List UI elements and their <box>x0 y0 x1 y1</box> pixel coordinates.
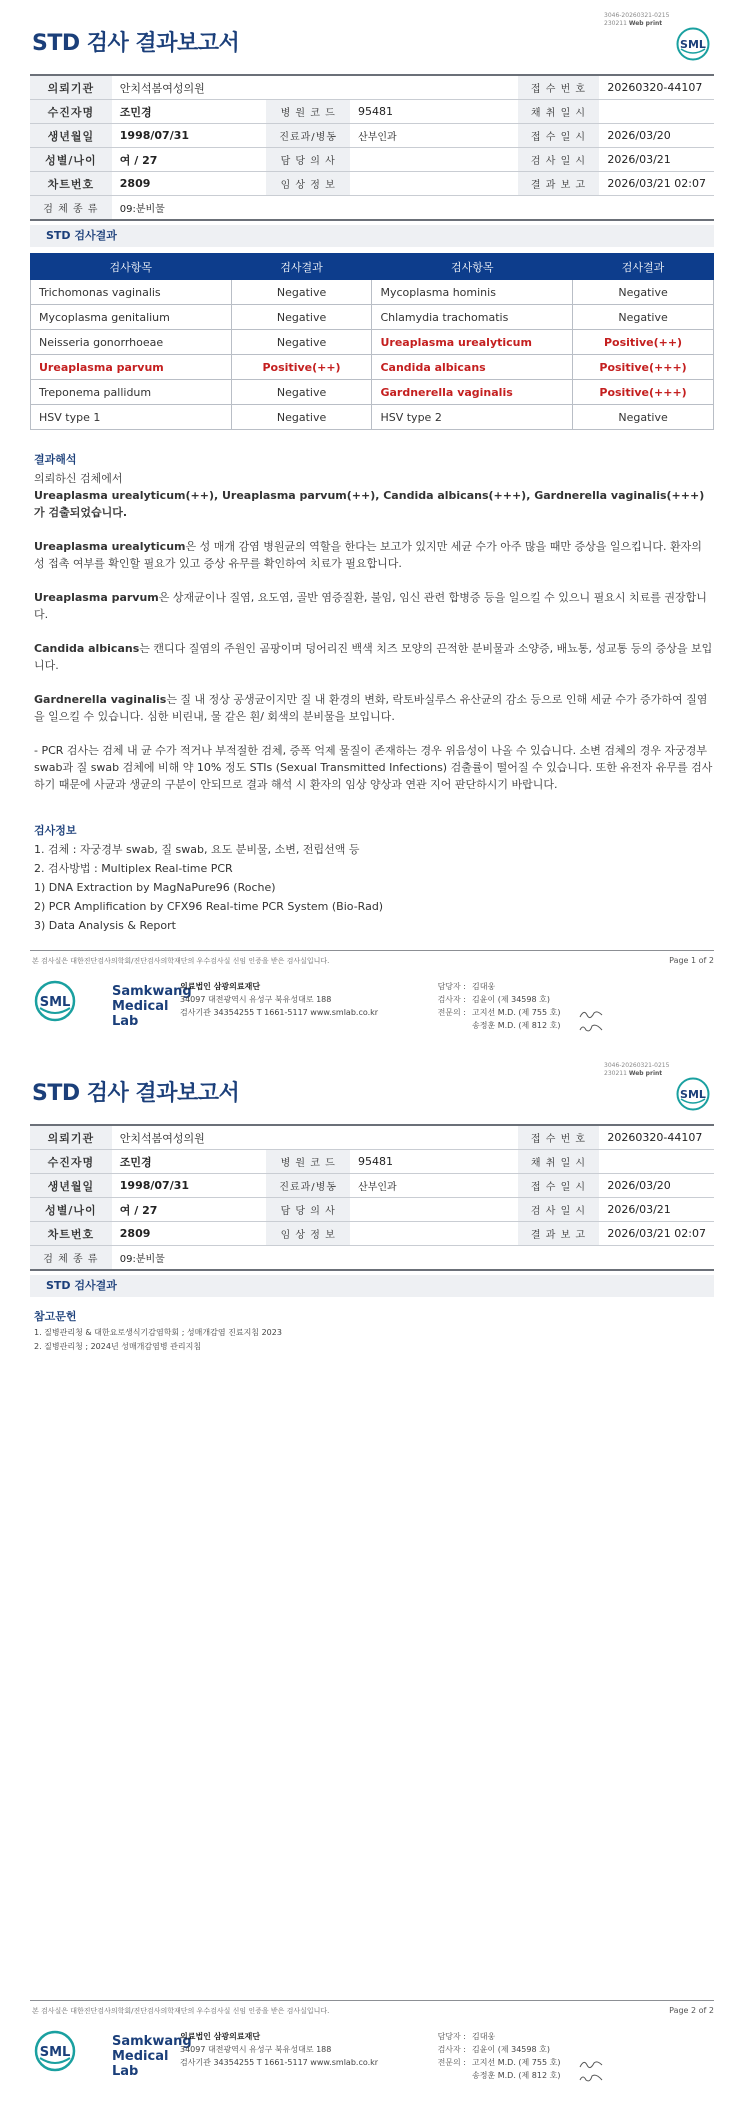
test-info-title: 검사정보 <box>34 824 77 837</box>
clinical-value <box>350 172 518 196</box>
dept-value: 산부인과 <box>350 1174 518 1198</box>
collect-date-label: 채 취 일 시 <box>518 100 600 124</box>
info-row <box>30 1198 714 1222</box>
test-item-cell: Mycoplasma hominis <box>372 280 573 305</box>
specialist-name: 고지선 M.D. (제 755 호) <box>472 1008 561 1017</box>
test-item-cell: Candida albicans <box>372 355 573 380</box>
doctor-value <box>350 1198 518 1222</box>
std-results-table <box>30 253 714 430</box>
collect-date-value <box>599 1150 714 1174</box>
sex-age-value: 여 / 27 <box>112 148 267 172</box>
hospital-code-value: 95481 <box>350 100 518 124</box>
specialist-name: 송정훈 M.D. (제 812 호) <box>472 2071 561 2080</box>
col-header-result: 검사결과 <box>573 254 714 280</box>
dob-label: 생년월일 <box>30 1174 112 1198</box>
page-number: Page 1 of 2 <box>669 956 714 965</box>
interpretation-body <box>34 470 714 793</box>
test-result-cell: Negative <box>573 305 714 330</box>
organism-description: 은 성 매개 감염 병원균의 역할을 한다는 보고가 있지만 세균 수가 아주 많을 때만 증상을 일으킵니다. 환자의 성 접촉 여부를 확인할 필요가 있고 증상 유무를 확인하여 치료가 필요합니다. <box>34 540 702 570</box>
footer-divider <box>30 2000 714 2001</box>
info-row <box>30 172 714 196</box>
test-result-cell: Negative <box>231 330 372 355</box>
results-row <box>31 405 714 430</box>
receipt-no-value: 20260320-44107 <box>599 75 714 100</box>
test-item-cell: HSV type 2 <box>372 405 573 430</box>
receipt-no-label: 접 수 번 호 <box>518 1125 600 1150</box>
foundation-address: 34097 대전광역시 유성구 북유성대로 188 <box>180 2045 332 2054</box>
test-item-cell: HSV type 1 <box>31 405 232 430</box>
dept-label: 진료과/병동 <box>266 1174 350 1198</box>
test-info-line: 2) PCR Amplification by CFX96 Real-time PCR System (Bio-Rad) <box>34 900 384 913</box>
collect-date-label: 채 취 일 시 <box>518 1150 600 1174</box>
web-print-label: Web print <box>628 1070 663 1077</box>
test-item-cell: Ureaplasma parvum <box>31 355 232 380</box>
print-code-line2: 230211 <box>604 20 627 27</box>
recipient-label: 수진자명 <box>30 100 112 124</box>
info-row <box>30 1125 714 1150</box>
std-results-section-title: STD 검사결과 <box>30 1275 714 1297</box>
receipt-date-value: 2026/03/20 <box>599 1174 714 1198</box>
info-row <box>30 75 714 100</box>
results-row <box>31 355 714 380</box>
print-code-line2: 230211 <box>604 1070 627 1077</box>
foundation-name: 의료법인 삼광의료재단 <box>180 982 261 991</box>
organism-name: Gardnerella vaginalis <box>34 693 167 706</box>
manager-label: 담당자 : <box>437 982 466 991</box>
test-result-cell: Negative <box>573 280 714 305</box>
interpretation-title: 결과해석 <box>34 453 77 466</box>
hospital-code-value: 95481 <box>350 1150 518 1174</box>
specialist-label: 전문의 : <box>437 2058 466 2067</box>
sex-age-label: 성별/나이 <box>30 148 112 172</box>
test-item-cell: Gardnerella vaginalis <box>372 380 573 405</box>
page-number: Page 2 of 2 <box>669 2006 714 2015</box>
tester-label: 검사자 : <box>437 995 466 1004</box>
chart-value: 2809 <box>112 1222 267 1246</box>
report-date-value: 2026/03/21 02:07 <box>599 1222 714 1246</box>
receipt-no-label: 접 수 번 호 <box>518 75 600 100</box>
references-list <box>34 1326 282 1354</box>
results-header-row <box>31 254 714 280</box>
recipient-value: 조민경 <box>112 1150 267 1174</box>
test-info-line: 2. 검사방법 : Multiplex Real-time PCR <box>34 862 233 875</box>
collect-date-value <box>599 100 714 124</box>
chart-label: 차트번호 <box>30 1222 112 1246</box>
chart-value: 2809 <box>112 172 267 196</box>
receipt-no-value: 20260320-44107 <box>599 1125 714 1150</box>
foundation-name: 의료법인 삼광의료재단 <box>180 2032 261 2041</box>
sex-age-value: 여 / 27 <box>112 1198 267 1222</box>
sml-logo-icon <box>676 1077 710 1111</box>
specialist-name: 송정훈 M.D. (제 812 호) <box>472 1021 561 1030</box>
clinical-label: 임 상 정 보 <box>266 1222 350 1246</box>
report-date-label: 결 과 보 고 <box>518 1222 600 1246</box>
institution-value: 안치석봄여성의원 <box>112 1125 518 1150</box>
interpretation-up <box>34 589 714 623</box>
foundation-info <box>180 2030 378 2069</box>
clinical-label: 임 상 정 보 <box>266 172 350 196</box>
test-result-cell: Negative <box>231 305 372 330</box>
brand-name-line2: Medical Lab <box>112 2049 169 2079</box>
test-item-cell: Neisseria gonorrhoeae <box>31 330 232 355</box>
test-result-cell: Positive(+++) <box>573 355 714 380</box>
info-row <box>30 148 714 172</box>
recipient-value: 조민경 <box>112 100 267 124</box>
sml-logo-text: SML <box>39 995 71 1010</box>
interpretation-intro: 의뢰하신 검체에서 <box>34 472 123 485</box>
test-date-value: 2026/03/21 <box>599 148 714 172</box>
sml-logo-icon <box>34 2030 76 2072</box>
patient-info-table <box>30 74 714 221</box>
report-title: STD 검사 결과보고서 <box>32 1081 240 1106</box>
certification-note: 본 검사실은 대한진단검사의학회/진단검사의학재단의 우수검사실 신임 인증을 받은 검사실입니다. <box>32 2007 330 2015</box>
reference-item: 2. 질병관리청 ; 2024년 성매개감염병 관리지침 <box>34 1342 202 1351</box>
certification-note: 본 검사실은 대한진단검사의학회/진단검사의학재단의 우수검사실 신임 인증을 받은 검사실입니다. <box>32 957 330 965</box>
report-page-2 <box>0 1050 744 2104</box>
staff-info <box>428 980 560 1032</box>
specimen-value: 09:분비물 <box>112 1246 714 1271</box>
dob-value: 1998/07/31 <box>112 1174 267 1198</box>
specimen-value: 09:분비물 <box>112 196 714 221</box>
sml-logo-text: SML <box>39 2045 71 2060</box>
institution-value: 안치석봄여성의원 <box>112 75 518 100</box>
report-title: STD 검사 결과보고서 <box>32 31 240 56</box>
clinical-value <box>350 1222 518 1246</box>
specimen-label: 검 체 종 류 <box>30 196 112 221</box>
info-row <box>30 1222 714 1246</box>
sex-age-label: 성별/나이 <box>30 1198 112 1222</box>
references-title: 참고문헌 <box>34 1310 77 1323</box>
dob-label: 생년월일 <box>30 124 112 148</box>
organism-name: Ureaplasma urealyticum <box>34 540 186 553</box>
info-row <box>30 124 714 148</box>
brand-name-line2: Medical Lab <box>112 999 169 1029</box>
doctor-label: 담 당 의 사 <box>266 148 350 172</box>
info-row <box>30 1174 714 1198</box>
test-result-cell: Negative <box>231 405 372 430</box>
foundation-contact: 검사기관 34354255 T 1661-5117 www.smlab.co.kr <box>180 2058 379 2067</box>
chart-label: 차트번호 <box>30 172 112 196</box>
samkwang-logo <box>34 980 192 1029</box>
col-header-test-item: 검사항목 <box>372 254 573 280</box>
sml-logo-icon <box>34 980 76 1022</box>
std-results-section-title: STD 검사결과 <box>30 225 714 247</box>
report-date-label: 결 과 보 고 <box>518 172 600 196</box>
organism-description: 는 질 내 정상 공생균이지만 질 내 환경의 변화, 락토바실루스 유산균의 감소 등으로 인해 세균 수가 증가하여 질염을 일으킬 수 있습니다. 심한 비린내, 물 같은 흰/ 회색의 분비물을 보입니다. <box>34 693 708 723</box>
receipt-date-label: 접 수 일 시 <box>518 1174 600 1198</box>
results-row <box>31 305 714 330</box>
sml-badge-text: SML <box>680 1088 706 1101</box>
test-date-value: 2026/03/21 <box>599 1198 714 1222</box>
dept-value: 산부인과 <box>350 124 518 148</box>
tester-label: 검사자 : <box>437 2045 466 2054</box>
print-code-line1: 3046-20260321-0215 <box>604 1062 670 1069</box>
report-page-1 <box>0 0 744 1050</box>
web-print-label: Web print <box>628 20 663 27</box>
tester-name: 김윤이 (제 34598 호) <box>472 2045 550 2054</box>
interpretation-detected: Ureaplasma urealyticum(++), Ureaplasma parvum(++), Candida albicans(+++), Gardnerella vaginalis(+++)가 검출되었습니다. <box>34 489 705 519</box>
patient-info-table <box>30 1124 714 1271</box>
test-result-cell: Negative <box>231 380 372 405</box>
results-row <box>31 280 714 305</box>
tester-name: 김윤이 (제 34598 호) <box>472 995 550 1004</box>
test-item-cell: Ureaplasma urealyticum <box>372 330 573 355</box>
interpretation-uu <box>34 538 714 572</box>
test-result-cell: Positive(+++) <box>573 380 714 405</box>
doctor-label: 담 당 의 사 <box>266 1198 350 1222</box>
recipient-label: 수진자명 <box>30 1150 112 1174</box>
test-result-cell: Negative <box>231 280 372 305</box>
organism-description: 는 캔디다 질염의 주원인 곰팡이며 덩어리진 백색 치즈 모양의 끈적한 분비물과 소양증, 배뇨통, 성교통 등의 증상을 보입니다. <box>34 642 713 672</box>
test-info-line: 1. 검체 : 자궁경부 swab, 질 swab, 요도 분비물, 소변, 전립선액 등 <box>34 843 360 856</box>
signature-icon <box>578 1021 604 1035</box>
signature-icon <box>578 2071 604 2085</box>
sml-badge-text: SML <box>680 38 706 51</box>
info-row <box>30 1246 714 1271</box>
foundation-address: 34097 대전광역시 유성구 북유성대로 188 <box>180 995 332 1004</box>
test-item-cell: Trichomonas vaginalis <box>31 280 232 305</box>
col-header-result: 검사결과 <box>231 254 372 280</box>
brand-name-line1: Samkwang <box>112 2034 192 2049</box>
test-item-cell: Treponema pallidum <box>31 380 232 405</box>
test-result-cell: Positive(++) <box>231 355 372 380</box>
interpretation-ca <box>34 640 714 674</box>
signature-icon <box>578 2057 604 2071</box>
foundation-contact: 검사기관 34354255 T 1661-5117 www.smlab.co.kr <box>180 1008 379 1017</box>
dept-label: 진료과/병동 <box>266 124 350 148</box>
interpretation-gv <box>34 691 714 725</box>
info-row <box>30 100 714 124</box>
test-result-cell: Negative <box>573 405 714 430</box>
specimen-label: 검 체 종 류 <box>30 1246 112 1271</box>
organism-name: Ureaplasma parvum <box>34 591 159 604</box>
sml-logo-icon <box>676 27 710 61</box>
organism-name: Candida albicans <box>34 642 140 655</box>
test-item-cell: Mycoplasma genitalium <box>31 305 232 330</box>
hospital-code-label: 병 원 코 드 <box>266 100 350 124</box>
samkwang-logo <box>34 2030 192 2079</box>
receipt-date-value: 2026/03/20 <box>599 124 714 148</box>
receipt-date-label: 접 수 일 시 <box>518 124 600 148</box>
manager-name: 김대웅 <box>472 2032 496 2041</box>
test-result-cell: Positive(++) <box>573 330 714 355</box>
specialist-label: 전문의 : <box>437 1008 466 1017</box>
institution-label: 의뢰기관 <box>30 75 112 100</box>
test-info-line: 1) DNA Extraction by MagNaPure96 (Roche) <box>34 881 276 894</box>
test-date-label: 검 사 일 시 <box>518 148 600 172</box>
test-date-label: 검 사 일 시 <box>518 1198 600 1222</box>
manager-label: 담당자 : <box>437 2032 466 2041</box>
hospital-code-label: 병 원 코 드 <box>266 1150 350 1174</box>
print-code-line1: 3046-20260321-0215 <box>604 12 670 19</box>
results-row <box>31 380 714 405</box>
brand-name-line1: Samkwang <box>112 984 192 999</box>
info-row <box>30 196 714 221</box>
report-date-value: 2026/03/21 02:07 <box>599 172 714 196</box>
test-info-body <box>34 840 714 935</box>
foundation-info <box>180 980 378 1019</box>
doctor-value <box>350 148 518 172</box>
pcr-note: - PCR 검사는 검체 내 균 수가 적거나 부적절한 검체, 증폭 억제 물질이 존재하는 경우 위음성이 나올 수 있습니다. 소변 검체의 경우 자궁경부 swab과 질 swab 검체에 비해 약 10% 정도 STIs (Sexual Transmitted Infections) 검출률이 떨어질 수 있습니다. 또한 유전자 유무를 검사하기 때문에 사균과 생균의 구분이 안되므로 결과 해석 시 환자의 임상 양상과 연관 지어 판단하시기 바랍니다. <box>34 744 713 791</box>
signature-icon <box>578 1007 604 1021</box>
dob-value: 1998/07/31 <box>112 124 267 148</box>
print-code <box>604 1062 669 1078</box>
organism-description: 은 상재균이나 질염, 요도염, 골반 염증질환, 불임, 임신 관련 합병증 등을 일으킬 수 있으니 필요시 치료를 권장합니다. <box>34 591 707 621</box>
test-item-cell: Chlamydia trachomatis <box>372 305 573 330</box>
info-row <box>30 1150 714 1174</box>
print-code <box>604 12 669 28</box>
test-info-line: 3) Data Analysis & Report <box>34 919 176 932</box>
staff-info <box>428 2030 560 2082</box>
col-header-test-item: 검사항목 <box>31 254 232 280</box>
reference-item: 1. 질병관리청 & 대한요로생식기감염학회 ; 성매개감염 진료지침 2023 <box>34 1328 282 1337</box>
institution-label: 의뢰기관 <box>30 1125 112 1150</box>
manager-name: 김대웅 <box>472 982 496 991</box>
footer-divider <box>30 950 714 951</box>
specialist-name: 고지선 M.D. (제 755 호) <box>472 2058 561 2067</box>
results-row <box>31 330 714 355</box>
